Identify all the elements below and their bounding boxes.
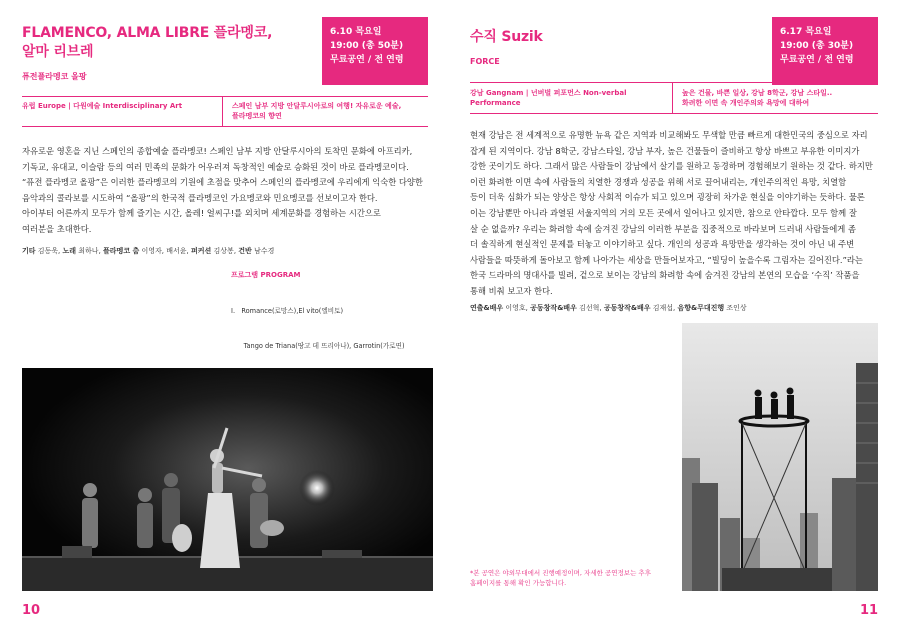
left-tag-desc-line: 스페인 남부 지방 안달루시아로의 여행! 자유로운 예술,	[232, 102, 402, 110]
credit-names: 최하나,	[78, 247, 104, 255]
left-body	[22, 144, 432, 238]
left-body-line: 자유로운 영혼을 지닌 스페인의 종합예술 플라멩코! 스페인 남부 지방 안달루시아의 토착민 문화에 아프리카,	[22, 146, 413, 156]
suzik-performance-photo	[682, 323, 878, 591]
left-divider-top	[22, 96, 428, 97]
left-body-line: 여러분을 초대한다.	[22, 223, 92, 234]
left-tag-separator	[222, 96, 223, 126]
flamenco-photo-art	[22, 368, 433, 591]
left-body-line: 기독교, 유대교, 이슬람 등의 여러 민족의 문화가 어우러져 독창적인 예술로 승화된 것이 바로 플라멩코이다.	[22, 161, 409, 172]
right-body-line: 이런 화려한 이면 속에 사람들의 치열한 경쟁과 성공을 위해 서로 끌어내리는, 개인주의적인 욕망, 치열함	[470, 176, 847, 187]
right-body-line: 등이 더욱 심화가 되는 양상은 항상 사회적 이슈가 되고 있으며 굉장히 차가운 현실을 이야기하는 듯하다. 물론	[470, 192, 865, 203]
credit-role: 퍼커션	[191, 247, 212, 255]
credit-names: 이영자, 배서윤,	[141, 247, 191, 255]
right-date: 6.17 목요일	[780, 27, 832, 37]
left-title-line1: FLAMENCO, ALMA LIBRE 플라멩코,	[22, 25, 273, 41]
right-divider-bottom	[470, 113, 878, 114]
right-admission: 무료공연 / 전 연령	[780, 55, 854, 65]
right-title: 수직 Suzik	[470, 29, 543, 45]
credit-names: 김재섭,	[652, 304, 678, 312]
left-info-box	[322, 17, 428, 85]
right-tag-category	[470, 88, 627, 108]
program-item: Tango de Triana(땅고 데 뜨리아나), Garrotin(가로띤)	[231, 341, 405, 350]
right-tag-desc-line: 높은 건물, 바쁜 일상, 강남 8학군, 강남 스타일..	[682, 89, 833, 97]
right-time: 19:00 (총 30분)	[780, 41, 854, 51]
left-page-number: 10	[22, 603, 41, 618]
left-tag-desc-line: 플라멩코의 향연	[232, 112, 282, 120]
right-footnote-line: 홈페이지를 통해 확인 가능합니다.	[470, 579, 567, 587]
right-tag-desc	[682, 88, 878, 108]
credit-names: 김동욱,	[37, 247, 63, 255]
right-body-line: 사람들을 따뜻하게 돌아보고 함께 나아가는 세상을 만들어보자고, “빌딩이 높을수록 그림자는 길어진다.”라는	[470, 254, 863, 265]
credit-role: 플라멩코 춤	[103, 247, 140, 255]
right-body-line: 통해 비춰 보고자 한다.	[470, 285, 553, 296]
left-admission: 무료공연 / 전 연령	[330, 55, 404, 65]
right-body-line: 한국 드라마의 명대사를 빌려, 겉으로 보이는 강남의 화려함 속에 숨겨진 강남의 본연의 모습을 ‘수직’ 작품을	[470, 270, 860, 281]
program-item: I. Romance(로망스),El vito(엘비토)	[231, 307, 344, 316]
left-tag-category: 유럽 Europe | 다원예술 Interdisciplinary Art	[22, 102, 183, 110]
right-body-line: 살 순 없을까? 우리는 화려함 속에 숨겨진 강남의 이러한 부분을 집중적으로 바라보며 드러내 사람들에게 좀	[470, 223, 856, 234]
right-tag-category-line: 강남 Gangnam | 넌버벌 퍼포먼스 Non-verbal	[470, 89, 627, 97]
right-body	[470, 128, 890, 300]
credit-role: 노래	[62, 247, 77, 255]
credit-names: 이영호,	[505, 304, 531, 312]
right-body-line: 강한 곳이기도 하다. 그래서 많은 사람들이 강남에서 살기를 원하고 동경하며 경험해보기 원하는 것 같다. 하지만	[470, 161, 873, 172]
credit-names: 김상봉,	[213, 247, 239, 255]
suzik-photo-art	[682, 323, 878, 591]
credit-role: 공동창작&배우	[530, 304, 577, 312]
credit-role: 연출&배우	[470, 304, 504, 312]
left-date: 6.10 목요일	[330, 27, 382, 37]
flamenco-stage-photo	[22, 368, 433, 591]
credit-names: 김선혁,	[579, 304, 604, 312]
credit-role: 음향&무대진행	[677, 304, 725, 312]
right-footnote	[470, 568, 651, 588]
right-body-line: 현재 강남은 전 세계적으로 유명한 뉴욕 같은 지역과 비교해봐도 무색할 만큼 빠르게 대한민국의 중심으로 자리	[470, 130, 868, 140]
right-divider-top	[470, 82, 878, 83]
left-body-line: 아이부터 어른까지 모두가 함께 즐기는 시간, 올레! 얼씨구!를 외치며 세계문화를 경험하는 시간으로	[22, 208, 381, 219]
right-info-box	[772, 17, 878, 85]
left-title-line2: 알마 리브레	[22, 44, 94, 60]
right-tag-desc-line: 화려한 이면 속 개인주의와 욕망에 대하여	[682, 99, 810, 107]
left-tag-desc	[232, 101, 428, 121]
program-title: 프로그램 PROGRAM	[231, 271, 301, 279]
right-body-line: 잡게 된 지역이다. 강남 8학군, 강남스타일, 강남 부자, 높은 건물들이 즐비하고 항상 바쁘고 부유한 이미지가	[470, 145, 860, 156]
left-body-line: “퓨전 플라멩코 올팡”은 이러한 플라멩코의 기원에 초점을 맞추어 스페인의 플라멩코에 우리에게 익숙한 다양한	[22, 177, 423, 188]
right-tag-category-line: Performance	[470, 99, 521, 107]
credit-names: 남수경	[254, 247, 275, 255]
credit-names: 조인상	[726, 304, 747, 312]
left-divider-bottom	[22, 126, 428, 127]
left-time: 19:00 (총 50분)	[330, 41, 404, 51]
left-subtitle: 퓨전플라멩코 올팡	[22, 72, 87, 81]
right-body-line: 이는 강남뿐만 아니라 과열된 서울지역의 거의 모든 곳에서 일어나고 있지만, 참으로 안타깝다. 모두 함께 잘	[470, 207, 857, 218]
credit-role: 건반	[238, 247, 252, 255]
right-footnote-line: *본 공연은 야외무대에서 진행예정이며, 자세한 공연정보는 추후	[470, 569, 651, 577]
right-page-number: 11	[860, 603, 879, 618]
right-credits	[470, 303, 747, 314]
right-subtitle: FORCE	[470, 57, 500, 66]
left-credits	[22, 246, 274, 257]
right-body-line: 더 솔직하게 현실적인 문제를 터놓고 이야기하고 싶다. 개인의 성공과 욕망만을 생각하는 것이 아닌 내 주변	[470, 239, 855, 250]
credit-role: 기타	[22, 247, 36, 255]
right-tag-separator	[672, 82, 673, 113]
credit-role: 공동창작&배우	[603, 304, 651, 312]
left-body-line: 음악과의 콜라보를 시도하여 “올팡”의 한국적 플라멩코인 가요멩코와 민요멩코를 선보이고자 한다.	[22, 192, 378, 203]
